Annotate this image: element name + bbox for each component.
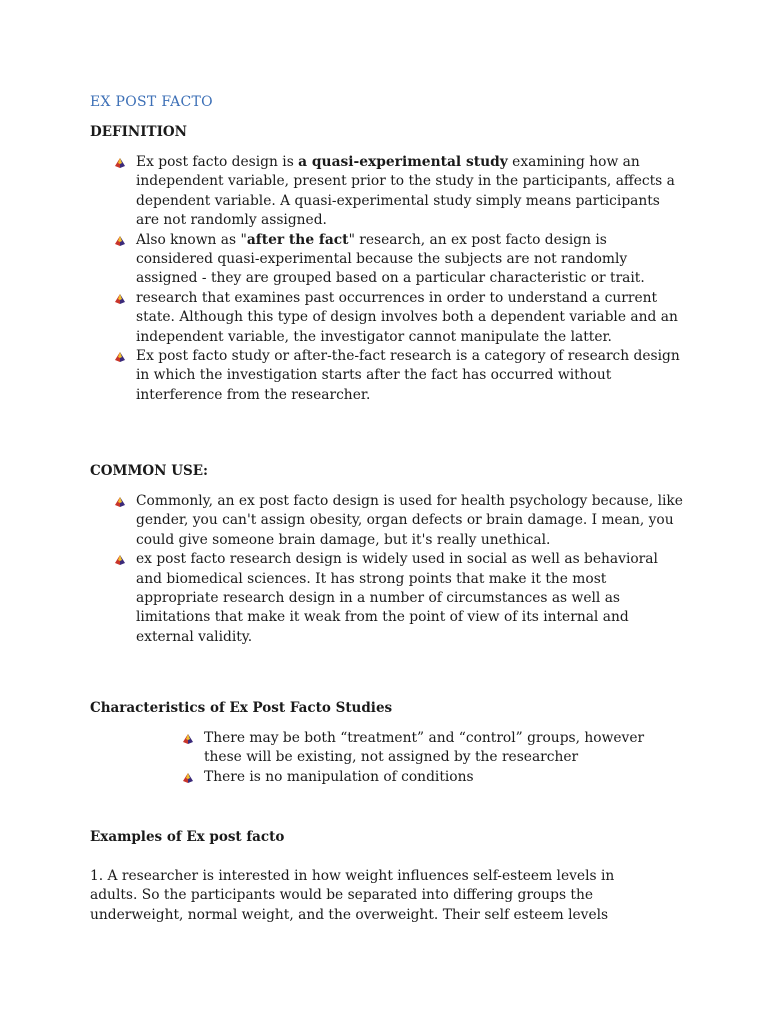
example-paragraph: 1. A researcher is interested in how weight influences self-esteem levels in adults. So the participants would be separated into differing groups the underweight, normal weight, and the overweight. Their self esteem levels — [90, 868, 615, 923]
pyramid-bullet-icon — [114, 235, 126, 247]
list-item: There is no manipulation of conditions — [182, 768, 682, 787]
list-item: Also known as "after the fact" research, an ex post facto design is considered quasi-experimental because the subjects are not randomly assigned - they are grouped based on a particular characteristic or trait. — [114, 231, 684, 289]
list-item: ex post facto research design is widely used in social as well as behavioral and biomedical sciences. It has strong points that make it the most appropriate research design in a number of circumstances as well as limitations that make it weak from the point of view of its internal and external validity. — [114, 550, 684, 647]
pyramid-bullet-icon — [114, 554, 126, 566]
document-title: EX POST FACTO — [90, 94, 213, 110]
pyramid-bullet-icon — [114, 157, 126, 169]
characteristics-heading: Characteristics of Ex Post Facto Studies — [90, 700, 393, 716]
list-item: Ex post facto design is a quasi-experimental study examining how an independent variable, present prior to the study in the participants, affects a dependent variable. A quasi-experimental study simply means participants are not randomly assigned. — [114, 153, 684, 231]
list-item: research that examines past occurrences in order to understand a current state. Although this type of design involves both a dependent variable and an independent variable, the investigator cannot manipulate the latter. — [114, 289, 684, 347]
pyramid-bullet-icon — [182, 772, 194, 784]
pyramid-bullet-icon — [114, 351, 126, 363]
pyramid-bullet-icon — [182, 733, 194, 745]
list-item: Commonly, an ex post facto design is used for health psychology because, like gender, you can't assign obesity, organ defects or brain damage. I mean, you could give someone brain damage, but it's really unethical. — [114, 492, 684, 550]
list-item: Ex post facto study or after-the-fact research is a category of research design in which the investigation starts after the fact has occurred without interference from the researcher. — [114, 347, 684, 405]
examples-heading: Examples of Ex post facto — [90, 829, 285, 845]
pyramid-bullet-icon — [114, 496, 126, 508]
common-use-list — [114, 492, 684, 647]
pyramid-bullet-icon — [114, 293, 126, 305]
definition-list — [114, 153, 684, 405]
list-item: There may be both “treatment” and “control” groups, however these will be existing, not assigned by the researcher — [182, 729, 682, 768]
definition-heading: DEFINITION — [90, 124, 188, 140]
common-use-heading: COMMON USE: — [90, 463, 208, 479]
characteristics-list — [182, 729, 682, 787]
